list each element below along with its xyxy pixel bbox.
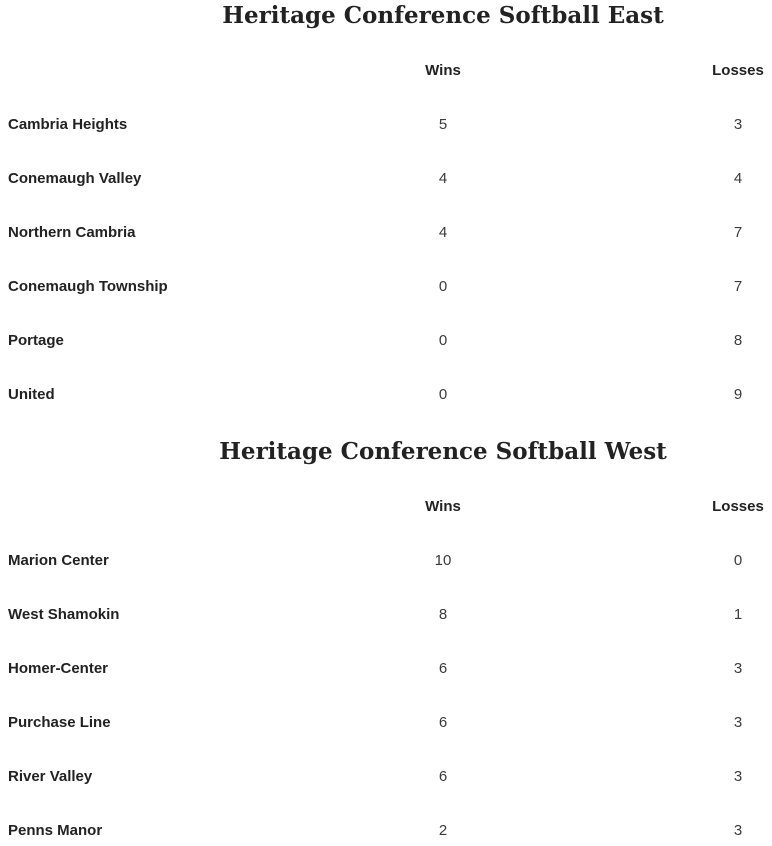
losses-value: 3 <box>733 822 743 839</box>
table-row <box>0 816 772 846</box>
losses-column-header: Losses <box>712 62 764 79</box>
team-name: Marion Center <box>8 552 109 569</box>
table-row <box>0 380 772 410</box>
losses-value: 7 <box>733 278 743 295</box>
losses-value: 8 <box>733 332 743 349</box>
table-row <box>0 110 772 140</box>
losses-value: 1 <box>733 606 743 623</box>
wins-value: 8 <box>438 606 448 623</box>
wins-value: 6 <box>438 660 448 677</box>
losses-value: 9 <box>733 386 743 403</box>
wins-column-header: Wins <box>425 62 461 79</box>
team-name: Cambria Heights <box>8 116 128 133</box>
wins-value: 0 <box>438 332 448 349</box>
team-name: United <box>8 386 55 403</box>
team-name: River Valley <box>8 768 93 785</box>
team-name: Homer-Center <box>8 660 109 677</box>
table-row <box>0 546 772 576</box>
losses-column-header: Losses <box>712 498 764 515</box>
team-name: Penns Manor <box>8 822 103 839</box>
losses-value: 0 <box>733 552 743 569</box>
table-row <box>0 708 772 738</box>
table-row <box>0 326 772 356</box>
wins-value: 6 <box>438 714 448 731</box>
team-name: Conemaugh Valley <box>8 170 142 187</box>
wins-value: 5 <box>438 116 448 133</box>
wins-value: 4 <box>438 224 448 241</box>
team-name: Portage <box>8 332 64 349</box>
table-row <box>0 762 772 792</box>
losses-value: 7 <box>733 224 743 241</box>
table-title: Heritage Conference Softball West <box>219 438 667 465</box>
table-row <box>0 218 772 248</box>
wins-value: 6 <box>438 768 448 785</box>
table-row <box>0 164 772 194</box>
table-row <box>0 272 772 302</box>
wins-column-header: Wins <box>425 498 461 515</box>
losses-value: 3 <box>733 660 743 677</box>
team-name: Northern Cambria <box>8 224 136 241</box>
wins-value: 4 <box>438 170 448 187</box>
team-name: West Shamokin <box>8 606 120 623</box>
wins-value: 0 <box>438 278 448 295</box>
losses-value: 4 <box>733 170 743 187</box>
table-title: Heritage Conference Softball East <box>222 2 664 29</box>
losses-value: 3 <box>733 116 743 133</box>
table-row <box>0 600 772 630</box>
losses-value: 3 <box>733 714 743 731</box>
wins-value: 0 <box>438 386 448 403</box>
wins-value: 10 <box>434 552 452 569</box>
table-header-row <box>0 56 772 86</box>
team-name: Conemaugh Township <box>8 278 168 295</box>
losses-value: 3 <box>733 768 743 785</box>
table-row <box>0 654 772 684</box>
team-name: Purchase Line <box>8 714 111 731</box>
table-header-row <box>0 492 772 522</box>
wins-value: 2 <box>438 822 448 839</box>
